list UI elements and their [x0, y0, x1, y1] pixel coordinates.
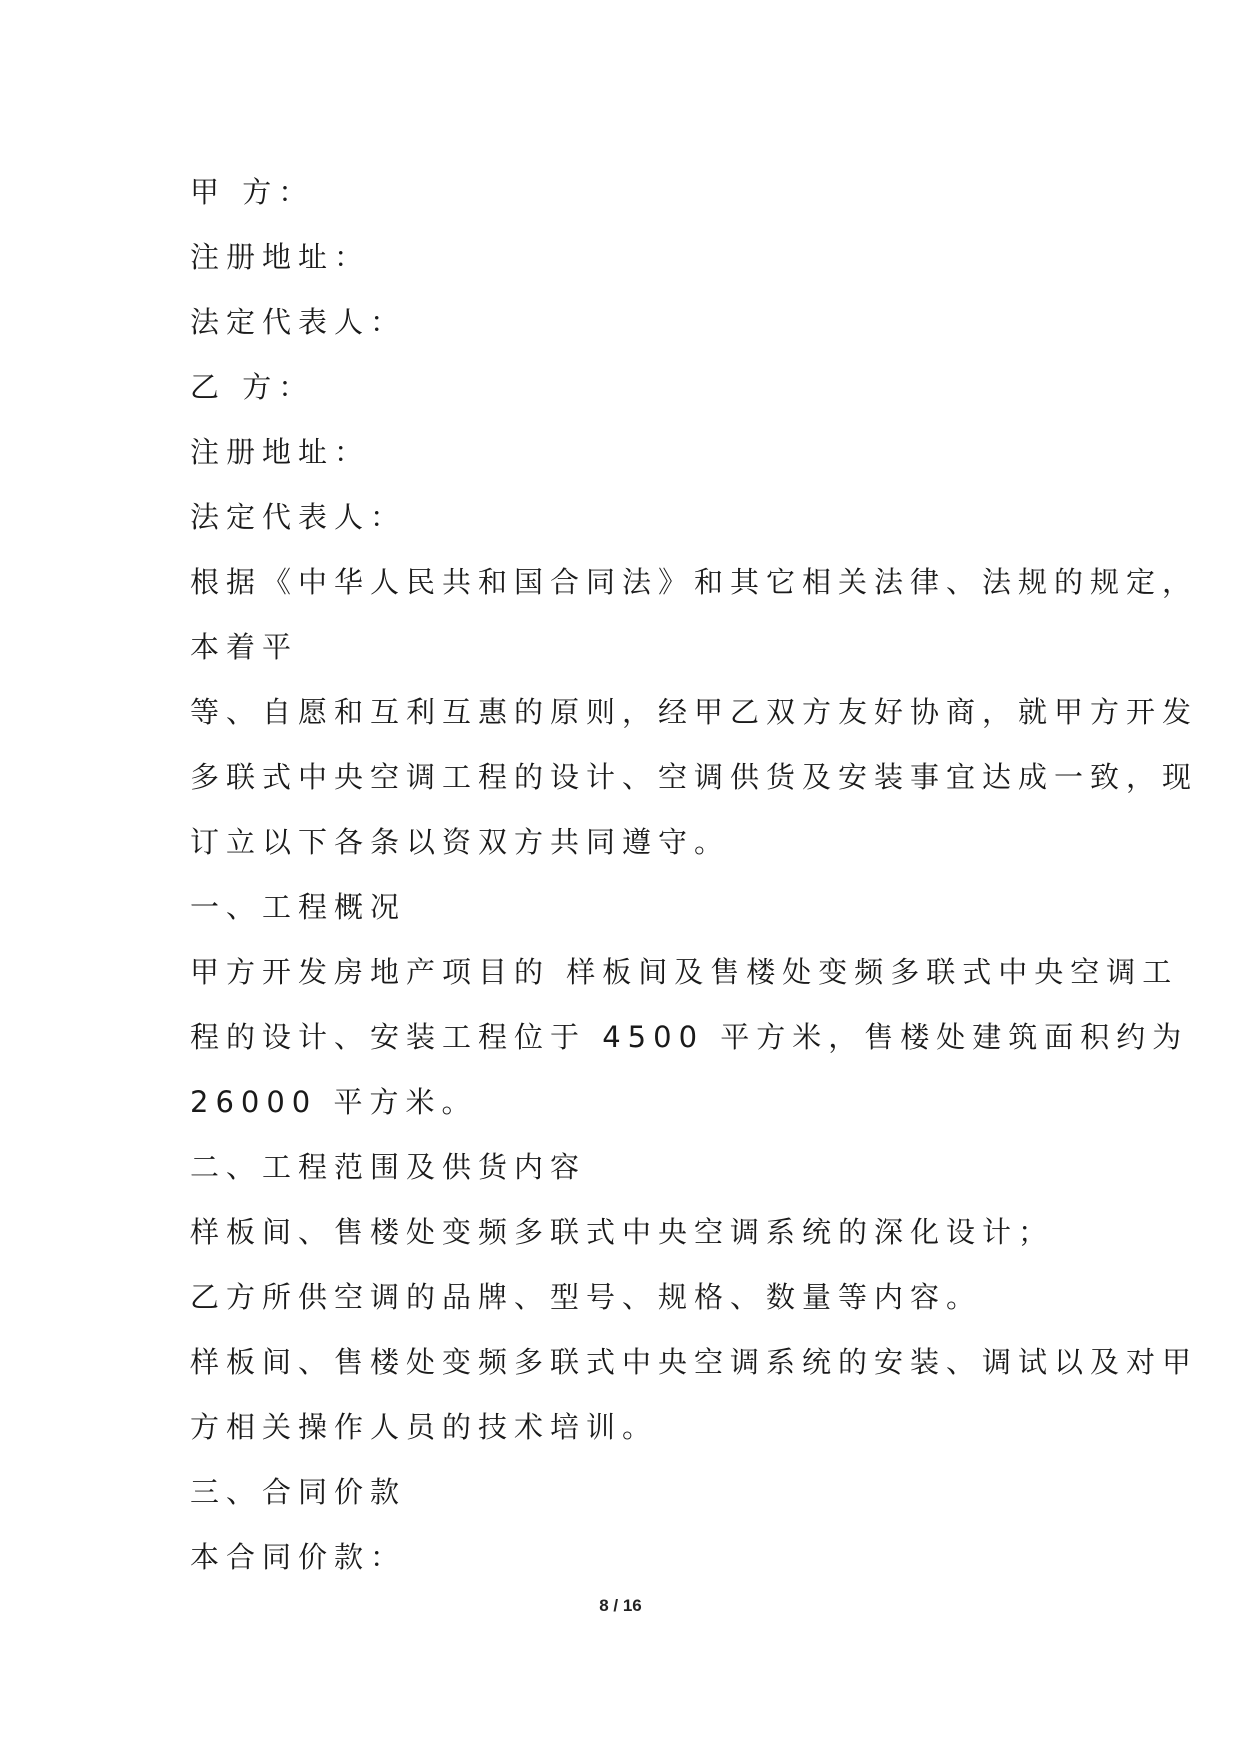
- preamble-line: 多联式中央空调工程的设计、空调供货及安装事宜达成一致，现: [190, 760, 1199, 794]
- section-3-text-line: 本合同价款：: [190, 1540, 407, 1574]
- section-2-text-line: 方相关操作人员的技术培训。: [190, 1410, 659, 1444]
- party-a-label: 甲 方：: [190, 175, 315, 209]
- party-a-address-label: 注册地址：: [190, 240, 371, 274]
- section-2-text-line: 样板间、售楼处变频多联式中央空调系统的安装、调试以及对甲: [190, 1345, 1199, 1379]
- section-1-text-line: 26000 平方米。: [190, 1085, 478, 1119]
- section-heading-3: 三、合同价款: [190, 1475, 407, 1509]
- section-2-text-line: 乙方所供空调的品牌、型号、规格、数量等内容。: [190, 1280, 983, 1314]
- document-body: [190, 160, 1199, 1590]
- section-1-text-line: 程的设计、安装工程位于 4500 平方米，售楼处建筑面积约为: [190, 1020, 1189, 1054]
- page-number: 8 / 16: [599, 1596, 642, 1615]
- preamble-line: 本着平: [190, 630, 299, 664]
- section-heading-1: 一、工程概况: [190, 890, 407, 924]
- party-b-label: 乙 方：: [190, 370, 315, 404]
- section-heading-2: 二、工程范围及供货内容: [190, 1150, 587, 1184]
- preamble-line: 根据《中华人民共和国合同法》和其它相关法律、法规的规定，: [190, 565, 1199, 599]
- preamble-line: 订立以下各条以资双方共同遵守。: [190, 825, 731, 859]
- preamble-line: 等、自愿和互利互惠的原则，经甲乙双方友好协商，就甲方开发: [190, 695, 1199, 729]
- party-b-representative-label: 法定代表人：: [190, 500, 407, 534]
- party-b-address-label: 注册地址：: [190, 435, 371, 469]
- section-1-text-line: 甲方开发房地产项目的 样板间及售楼处变频多联式中央空调工: [190, 955, 1179, 989]
- party-a-representative-label: 法定代表人：: [190, 305, 407, 339]
- section-2-text-line: 样板间、售楼处变频多联式中央空调系统的深化设计；: [190, 1215, 1055, 1249]
